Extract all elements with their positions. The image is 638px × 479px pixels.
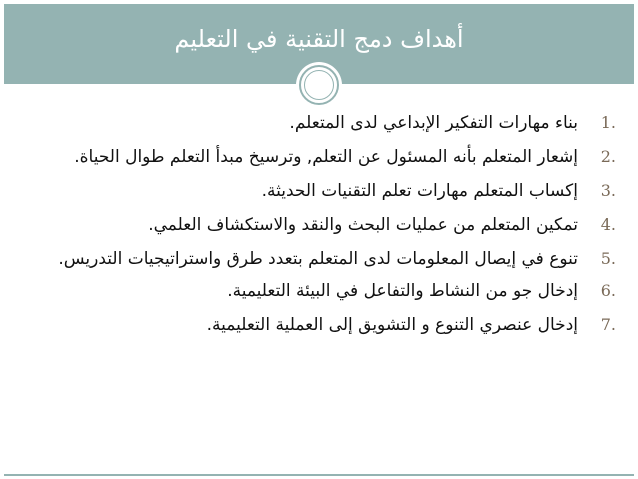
item-number: 5. [600, 249, 616, 268]
item-text: إدخال جو من النشاط والتفاعل في البيئة التعليمية. [227, 281, 578, 301]
item-number: 3. [600, 181, 616, 200]
ring-ornament-icon [296, 62, 342, 108]
list-item [16, 212, 616, 238]
list-item [16, 246, 616, 272]
item-number: 6. [600, 281, 616, 300]
item-text: بناء مهارات التفكير الإبداعي لدى المتعلم. [289, 113, 578, 133]
list-item [16, 312, 616, 338]
item-text: إكساب المتعلم مهارات تعلم التقنيات الحديثة. [261, 181, 578, 201]
item-text: تمكين المتعلم من عمليات البحث والنقد والاستكشاف العلمي. [148, 215, 578, 235]
item-text: إشعار المتعلم بأنه المسئول عن التعلم, وترسيخ مبدأ التعلم طوال الحياة. [74, 147, 578, 167]
item-number: 4. [600, 215, 616, 234]
list-item [16, 178, 616, 204]
item-text: إدخال عنصري التنوع و التشويق إلى العملية التعليمية. [206, 315, 578, 335]
list-item [16, 110, 616, 136]
item-text: تنوع في إيصال المعلومات لدى المتعلم بتعدد طرق واستراتيجيات التدريس. [58, 249, 578, 269]
item-number: 1. [600, 113, 616, 132]
bottom-rule [4, 474, 634, 476]
list-item [16, 144, 616, 170]
slide-title: أهداف دمج التقنية في التعليم [174, 25, 464, 53]
item-number: 2. [600, 147, 616, 166]
item-number: 7. [600, 315, 616, 334]
goals-list [16, 110, 616, 346]
list-item [16, 278, 616, 304]
ring-inner-circle [304, 70, 334, 100]
